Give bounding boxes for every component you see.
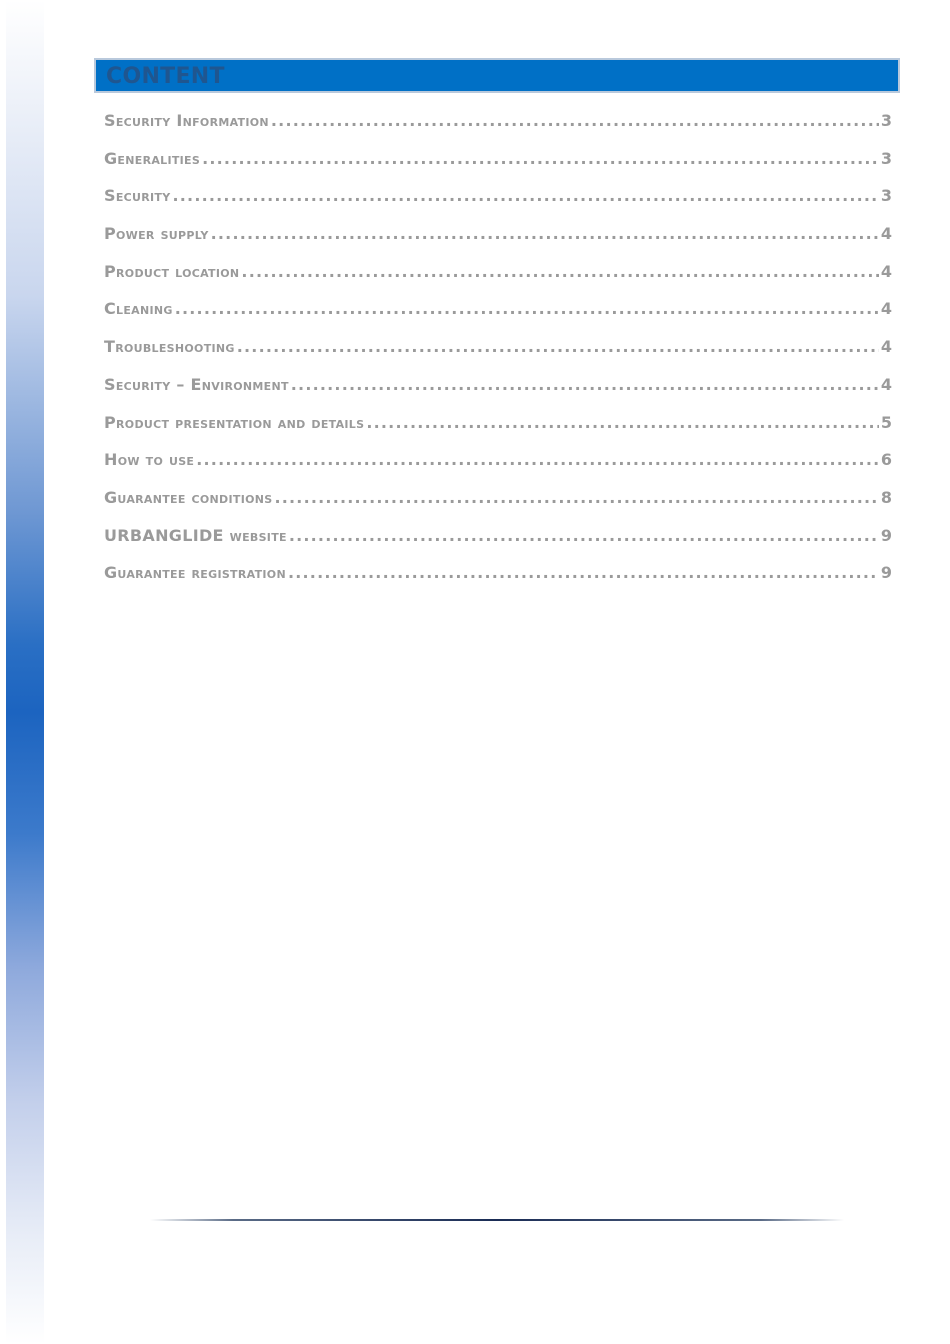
toc-entry-label: Product location xyxy=(104,261,240,281)
toc-entry-urbanglide-website[interactable] xyxy=(104,526,892,564)
toc-entry-security[interactable] xyxy=(104,186,892,224)
toc-leader-dots xyxy=(271,111,879,130)
toc-leader-dots xyxy=(366,413,879,432)
toc-entry-label: Product presentation and details xyxy=(104,412,365,432)
toc-entry-label: Power supply xyxy=(104,224,209,244)
table-of-contents xyxy=(104,111,892,601)
toc-entry-label: Troubleshooting xyxy=(104,337,235,357)
toc-entry-label: URBANGLIDE website xyxy=(104,525,287,545)
toc-leader-dots xyxy=(202,149,879,168)
toc-entry-product-presentation[interactable] xyxy=(104,413,892,451)
toc-page-number: 4 xyxy=(880,374,892,394)
toc-entry-label: Guarantee registration xyxy=(104,563,286,583)
toc-entry-guarantee-conditions[interactable] xyxy=(104,488,892,526)
toc-entry-generalities[interactable] xyxy=(104,149,892,187)
toc-entry-label: Security Information xyxy=(104,111,269,130)
toc-entry-label: Security xyxy=(104,186,171,206)
toc-entry-label: Security – Environment xyxy=(104,374,289,394)
toc-page-number: 3 xyxy=(880,148,892,168)
toc-page-number: 4 xyxy=(880,261,892,281)
content-header-bar xyxy=(94,58,900,93)
toc-leader-dots xyxy=(175,299,879,318)
toc-leader-dots xyxy=(274,488,878,507)
toc-entry-power-supply[interactable] xyxy=(104,224,892,262)
toc-page-number: 9 xyxy=(880,563,892,583)
toc-page-number: 5 xyxy=(880,412,892,432)
toc-page-number: 4 xyxy=(880,224,892,244)
toc-leader-dots xyxy=(196,450,879,469)
toc-leader-dots xyxy=(291,375,879,394)
toc-page-number: 3 xyxy=(880,111,892,130)
toc-page-number: 3 xyxy=(880,186,892,206)
toc-leader-dots xyxy=(288,563,879,582)
toc-entry-label: Generalities xyxy=(104,148,201,168)
toc-entry-guarantee-registration[interactable] xyxy=(104,563,892,601)
toc-leader-dots xyxy=(289,526,879,545)
toc-entry-security-information[interactable] xyxy=(104,111,892,149)
toc-page-number: 6 xyxy=(880,450,892,470)
toc-page-number: 8 xyxy=(880,487,892,507)
toc-entry-security-environment[interactable] xyxy=(104,375,892,413)
toc-page-number: 4 xyxy=(880,337,892,357)
toc-entry-label: Cleaning xyxy=(104,299,173,319)
side-decoration-band xyxy=(6,0,44,1344)
toc-entry-label: How to use xyxy=(104,450,195,470)
toc-page-number: 4 xyxy=(880,299,892,319)
toc-entry-label: Guarantee conditions xyxy=(104,487,273,507)
toc-leader-dots xyxy=(241,262,878,281)
footer-divider xyxy=(150,1219,844,1221)
toc-leader-dots xyxy=(211,224,879,243)
toc-entry-troubleshooting[interactable] xyxy=(104,337,892,375)
toc-entry-how-to-use[interactable] xyxy=(104,450,892,488)
toc-entry-product-location[interactable] xyxy=(104,262,892,300)
toc-page-number: 9 xyxy=(880,525,892,545)
toc-leader-dots xyxy=(172,186,878,205)
page-title: CONTENT xyxy=(106,64,225,89)
toc-entry-cleaning[interactable] xyxy=(104,299,892,337)
toc-leader-dots xyxy=(237,337,879,356)
